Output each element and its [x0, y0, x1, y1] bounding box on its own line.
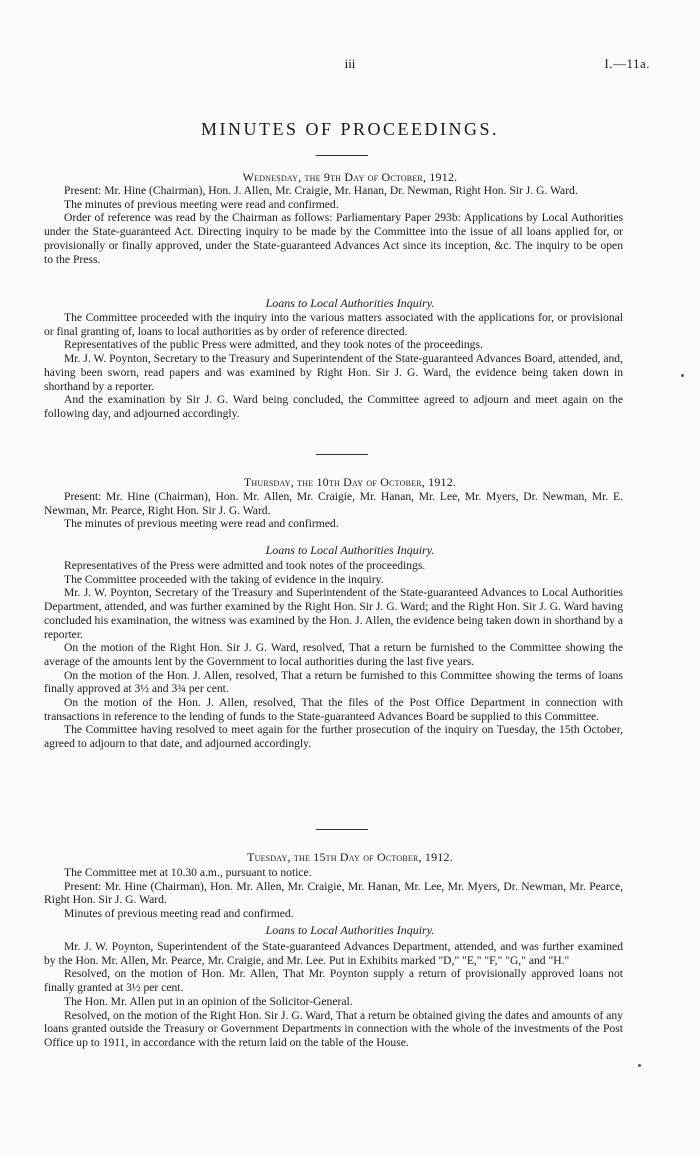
paragraph: Representatives of the public Press were admitted, and they took notes of the proceedings. [64, 338, 483, 352]
section-subheading: Loans to Local Authorities Inquiry. [265, 543, 435, 557]
meeting-minutes [44, 311, 623, 421]
paragraph: The minutes of previous meeting were read and confirmed. [64, 197, 339, 211]
scan-speck [638, 1064, 641, 1067]
meeting-date: Tuesday, the 15th Day of October, 1912. [247, 850, 453, 864]
paragraph: On the motion of the Right Hon. Sir J. G. Ward, resolved, That a return be furnished to the Committee showing the average of the amounts lent by the Government to local authorities during the last five years. [44, 641, 623, 668]
meeting-date: Wednesday, the 9th Day of October, 1912. [242, 170, 458, 184]
meeting-minutes [44, 184, 623, 266]
document-reference: I.—11a. [604, 56, 650, 71]
paragraph: The Committee proceeded with the inquiry into the various matters associated with the applications for, or provisional or final granting of, loans to local authorities as by order of reference directed. [44, 311, 623, 338]
paragraph: The Committee met at 10.30 a.m., pursuant to notice. [64, 866, 312, 879]
page-number: iii [344, 56, 356, 71]
paragraph: The minutes of previous meeting were read and confirmed. [64, 517, 339, 531]
paragraph: The Hon. Mr. Allen put in an opinion of the Solicitor-General. [64, 994, 353, 1008]
paragraph: On the motion of the Hon. J. Allen, resolved, That a return be furnished to this Committee showing the terms of loans finally approved at 3½ and 3¾ per cent. [44, 668, 623, 696]
paragraph: On the motion of the Hon. J. Allen, resolved, That the files of the Post Office Department in connection with transactions in reference to the lending of funds to the State-guaranteed Advances Board be supplied to this Committee. [44, 696, 623, 723]
paragraph: Present: Mr. Hine (Chairman), Hon. J. Allen, Mr. Craigie, Mr. Hanan, Dr. Newman, Right Hon. Sir J. G. Ward. [64, 184, 578, 197]
scan-speck [681, 374, 684, 377]
paragraph: Resolved, on the motion of the Right Hon. Sir J. G. Ward, That a return be obtained giving the dates and amounts of any loans granted outside the Treasury or Government Departments in connection with the whole of the investments of the Post Office up to 1911, in accordance with the return laid on the table of the House. [44, 1008, 623, 1049]
paragraph: And the examination by Sir J. G. Ward being concluded, the Committee agreed to adjourn and meet again on the following day, and adjourned accordingly. [44, 393, 623, 420]
meeting-minutes [44, 940, 623, 1050]
paragraph: Resolved, on the motion of Hon. Mr. Allen, That Mr. Poynton supply a return of provisionally approved loans not finally granted at 3½ per cent. [44, 967, 623, 995]
paragraph: Representatives of the Press were admitted and took notes of the proceedings. [64, 559, 426, 572]
section-subheading: Loans to Local Authorities Inquiry. [265, 923, 435, 937]
paragraph: Present: Mr. Hine (Chairman), Hon. Mr. Allen, Mr. Craigie, Mr. Hanan, Mr. Lee, Mr. Myers, Dr. Newman, Mr. E. Newman, Mr. Pearce, Right Hon. Sir J. G. Ward. [44, 490, 623, 517]
section-subheading: Loans to Local Authorities Inquiry. [265, 296, 435, 310]
paragraph: Order of reference was read by the Chairman as follows: Parliamentary Paper 293b: Applications by Local Authorities under the State-guaranteed Act. Directing inquiry to be made by the Committee into the issue of all loans applied for, or provisionally or finally approved, under the State-guaranteed Advances Act since its inception, &c. The inquiry to be open to the Press. [44, 211, 623, 266]
divider [316, 829, 368, 830]
meeting-minutes [44, 866, 623, 921]
page-title: MINUTES OF PROCEEDINGS. [200, 119, 500, 139]
paragraph: Mr. J. W. Poynton, Secretary to the Treasury and Superintendent of the State-guaranteed Advances Board, attended, and, having been sworn, read papers and was examined by Right Hon. Sir J. G. Ward, the evidence being taken down in shorthand by a reporter. [44, 352, 623, 393]
paragraph: Minutes of previous meeting read and confirmed. [64, 907, 294, 921]
paragraph: The Committee proceeded with the taking of evidence in the inquiry. [64, 572, 384, 586]
divider [316, 454, 368, 455]
meeting-minutes [44, 490, 623, 531]
paragraph: Present: Mr. Hine (Chairman), Hon. Mr. Allen, Mr. Craigie, Mr. Hanan, Mr. Lee, Mr. Myers, Dr. Newman, Mr. Pearce, Right Hon. Sir J. G. Ward. [44, 879, 623, 907]
meeting-minutes [44, 559, 623, 751]
divider [316, 155, 368, 156]
paragraph: Mr. J. W. Poynton, Secretary of the Treasury and Superintendent of the State-guaranteed Advances to Local Authorities Department, attended, and was further examined by the Right Hon. Sir J. G. Ward; and the Right Hon. Sir J. G. Ward having concluded his examination, the witness was examined by the Hon. J. Allen, the evidence being taken down in shorthand by a reporter. [44, 586, 623, 641]
paragraph: The Committee having resolved to meet again for the further prosecution of the inquiry on Tuesday, the 15th October, agreed to adjourn to that date, and adjourned accordingly. [44, 723, 623, 751]
paragraph: Mr. J. W. Poynton, Superintendent of the State-guaranteed Advances Department, attended, and was further examined by the Hon. Mr. Allen, Mr. Pearce, Mr. Craigie, and Mr. Lee. Put in Exhibits marked "D," "E," "F," "G," and "H." [44, 940, 623, 967]
meeting-date: Thursday, the 10th Day of October, 1912. [243, 475, 457, 489]
